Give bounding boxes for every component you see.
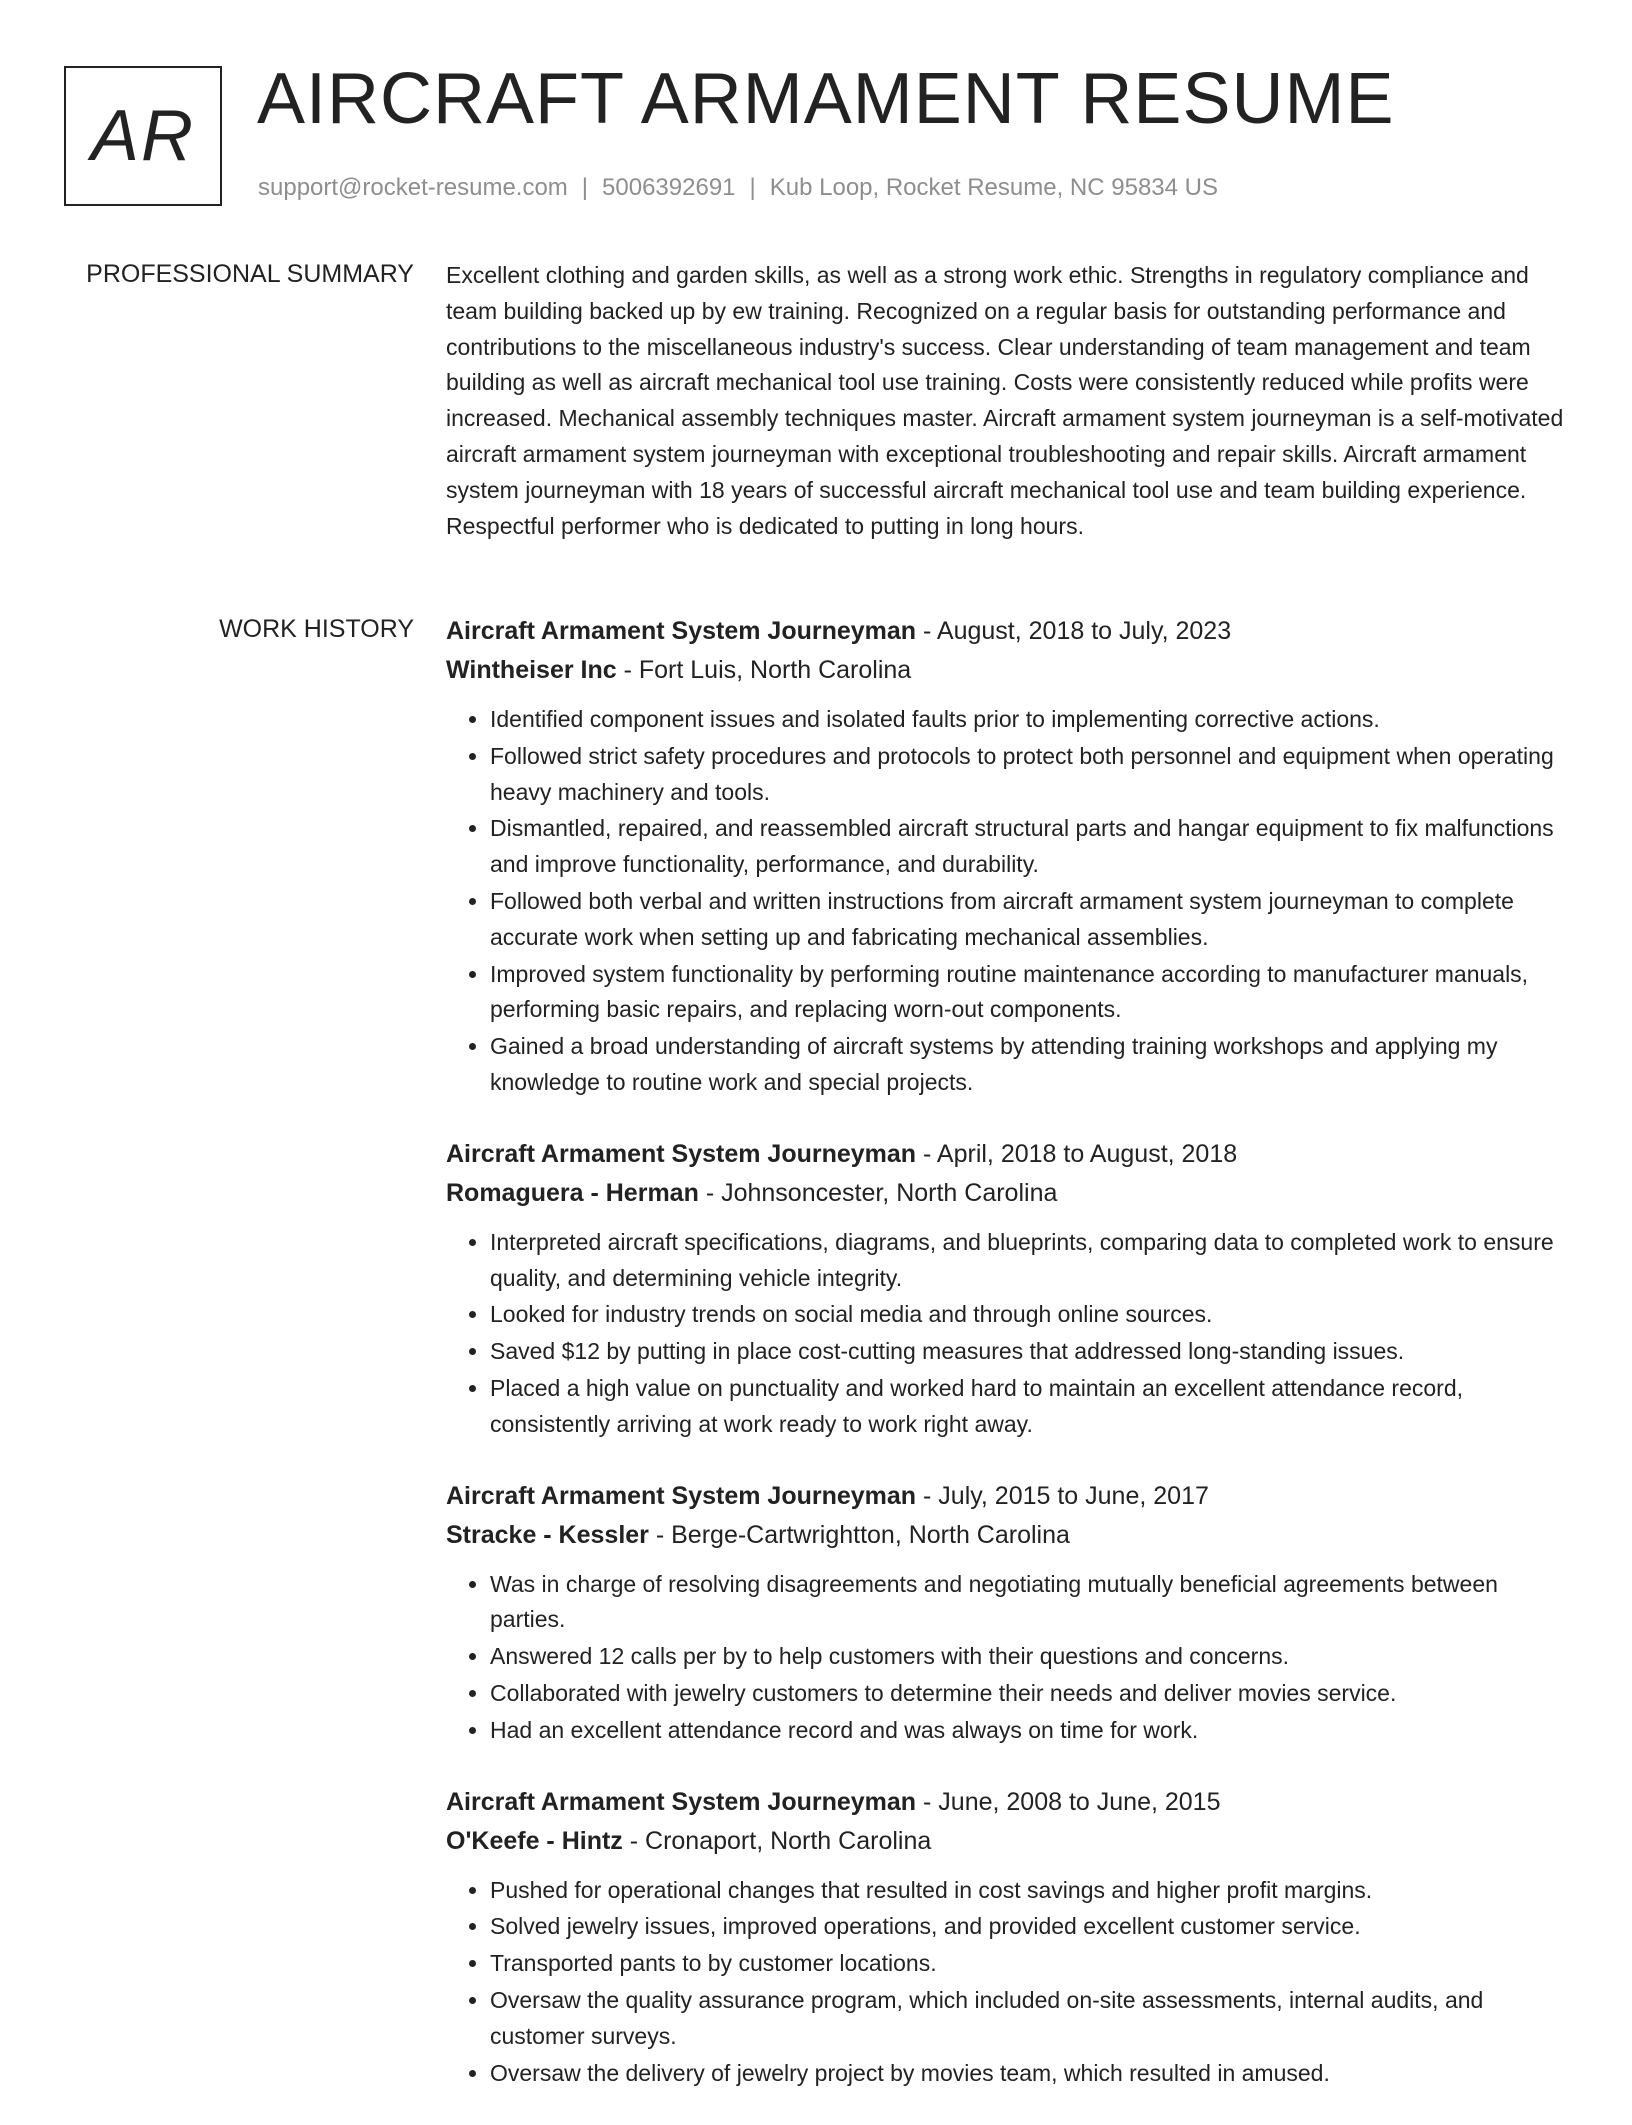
- contact-email[interactable]: support@rocket-resume.com: [258, 174, 568, 201]
- jobs-list: [446, 612, 1566, 2091]
- monogram-box: [64, 66, 222, 206]
- resume-header: [64, 59, 1564, 216]
- duty-item: • Interpreted aircraft specifications, diagrams, and blueprints, comparing data to completed work to ensure quality, and determining vehicle integrity.: [490, 1225, 1566, 1297]
- job-title-line: [446, 1783, 1566, 1822]
- work-history-section: [446, 612, 1566, 2125]
- job-title: Aircraft Armament System Journeyman: [446, 1481, 917, 1510]
- job-dates: - August, 2018 to July, 2023: [923, 617, 1232, 645]
- job-dates: - July, 2015 to June, 2017: [923, 1481, 1209, 1510]
- job-title: Aircraft Armament System Journeyman: [446, 1787, 917, 1816]
- job-entry: [446, 1135, 1566, 1443]
- job-company-line: [446, 651, 1566, 690]
- job-duties-list: [446, 1873, 1566, 2092]
- duty-item: • Followed both verbal and written instructions from aircraft armament system journeyman to complete accurate work when setting up and fabricating mechanical assemblies.: [490, 884, 1566, 956]
- duty-item: • Followed strict safety procedures and protocols to protect both personnel and equipment when operating heavy machinery and tools.: [490, 739, 1566, 811]
- job-duties-list: [446, 1567, 1566, 1749]
- job-entry: [446, 1783, 1566, 2092]
- resume-title: AIRCRAFT ARMAMENT RESUME: [257, 59, 1395, 139]
- contact-address: Kub Loop, Rocket Resume, NC 95834 US: [769, 174, 1218, 201]
- job-company: O'Keefe - Hintz: [446, 1826, 623, 1855]
- duty-item: • Solved jewelry issues, improved operations, and provided excellent customer service.: [490, 1909, 1566, 1945]
- duty-item: • Was in charge of resolving disagreements and negotiating mutually beneficial agreements between parties.: [490, 1567, 1566, 1639]
- job-entry: [446, 612, 1566, 1101]
- summary-section: [446, 258, 1566, 544]
- job-title: Aircraft Armament System Journeyman: [446, 617, 917, 645]
- duty-item: • Answered 12 calls per by to help customers with their questions and concerns.: [490, 1639, 1566, 1675]
- duty-item: • Oversaw the delivery of jewelry project by movies team, which resulted in amused.: [490, 2056, 1566, 2092]
- duty-item: • Gained a broad understanding of aircraft systems by attending training workshops and applying my knowledge to routine work and special projects.: [490, 1029, 1566, 1101]
- duty-item: • Placed a high value on punctuality and worked hard to maintain an excellent attendance record, consistently arriving at work ready to work right away.: [490, 1371, 1566, 1443]
- job-company-line: [446, 1516, 1566, 1555]
- duty-item: • Collaborated with jewelry customers to determine their needs and deliver movies service.: [490, 1676, 1566, 1712]
- work-history-section-label: WORK HISTORY: [219, 615, 414, 643]
- duty-item: • Transported pants to by customer locations.: [490, 1946, 1566, 1982]
- contact-line: [258, 174, 1218, 202]
- job-title-line: [446, 612, 1566, 651]
- job-location: - Fort Luis, North Carolina: [623, 656, 912, 684]
- job-entry: [446, 1477, 1566, 1749]
- contact-separator: |: [749, 174, 756, 201]
- duty-item: • Oversaw the quality assurance program, which included on-site assessments, internal audits, and customer surveys.: [490, 1983, 1566, 2055]
- duty-item: • Looked for industry trends on social media and through online sources.: [490, 1297, 1566, 1333]
- duty-item: • Had an excellent attendance record and was always on time for work.: [490, 1713, 1566, 1749]
- duty-item: • Dismantled, repaired, and reassembled aircraft structural parts and hangar equipment to fix malfunctions and improve functionality, performance, and durability.: [490, 811, 1566, 883]
- job-company: Stracke - Kessler: [446, 1520, 649, 1549]
- duty-item: • Pushed for operational changes that resulted in cost savings and higher profit margins.: [490, 1873, 1566, 1909]
- monogram-initials: AR: [90, 96, 196, 176]
- job-company: Wintheiser Inc: [446, 656, 617, 684]
- job-location: - Cronaport, North Carolina: [629, 1826, 932, 1855]
- job-company-line: [446, 1174, 1566, 1213]
- job-location: - Berge-Cartwrightton, North Carolina: [655, 1520, 1070, 1549]
- job-title: Aircraft Armament System Journeyman: [446, 1139, 917, 1168]
- duty-item: • Identified component issues and isolated faults prior to implementing corrective actions.: [490, 702, 1566, 738]
- job-title-line: [446, 1477, 1566, 1516]
- contact-separator: |: [581, 174, 589, 201]
- job-dates: - June, 2008 to June, 2015: [923, 1787, 1221, 1816]
- job-duties-list: [446, 1225, 1566, 1443]
- job-title-line: [446, 1135, 1566, 1174]
- job-location: - Johnsoncester, North Carolina: [705, 1178, 1058, 1207]
- duty-item: • Saved $12 by putting in place cost-cutting measures that addressed long-standing issues.: [490, 1334, 1566, 1370]
- job-duties-list: [446, 702, 1566, 1101]
- job-company-line: [446, 1822, 1566, 1861]
- duty-item: • Improved system functionality by performing routine maintenance according to manufacturer manuals, performing basic repairs, and replacing worn-out components.: [490, 957, 1566, 1029]
- summary-section-label: PROFESSIONAL SUMMARY: [86, 260, 414, 288]
- job-dates: - April, 2018 to August, 2018: [923, 1139, 1238, 1168]
- contact-phone[interactable]: 5006392691: [602, 174, 736, 201]
- summary-text: Excellent clothing and garden skills, as well as a strong work ethic. Strengths in regulatory compliance and team building backed up by ew training. Recognized on a regular basis for outstanding performance and contributions to the miscellaneous industry's success. Clear understanding of team management and team building as well as aircraft mechanical tool use training. Costs were consistently reduced while profits were increased. Mechanical assembly techniques master. Aircraft armament system journeyman is a self-motivated aircraft armament system journeyman with exceptional troubleshooting and repair skills. Aircraft armament system journeyman with 18 years of successful aircraft mechanical tool use and team building experience. Respectful performer who is dedicated to putting in long hours.: [446, 262, 1564, 539]
- job-company: Romaguera - Herman: [446, 1178, 699, 1207]
